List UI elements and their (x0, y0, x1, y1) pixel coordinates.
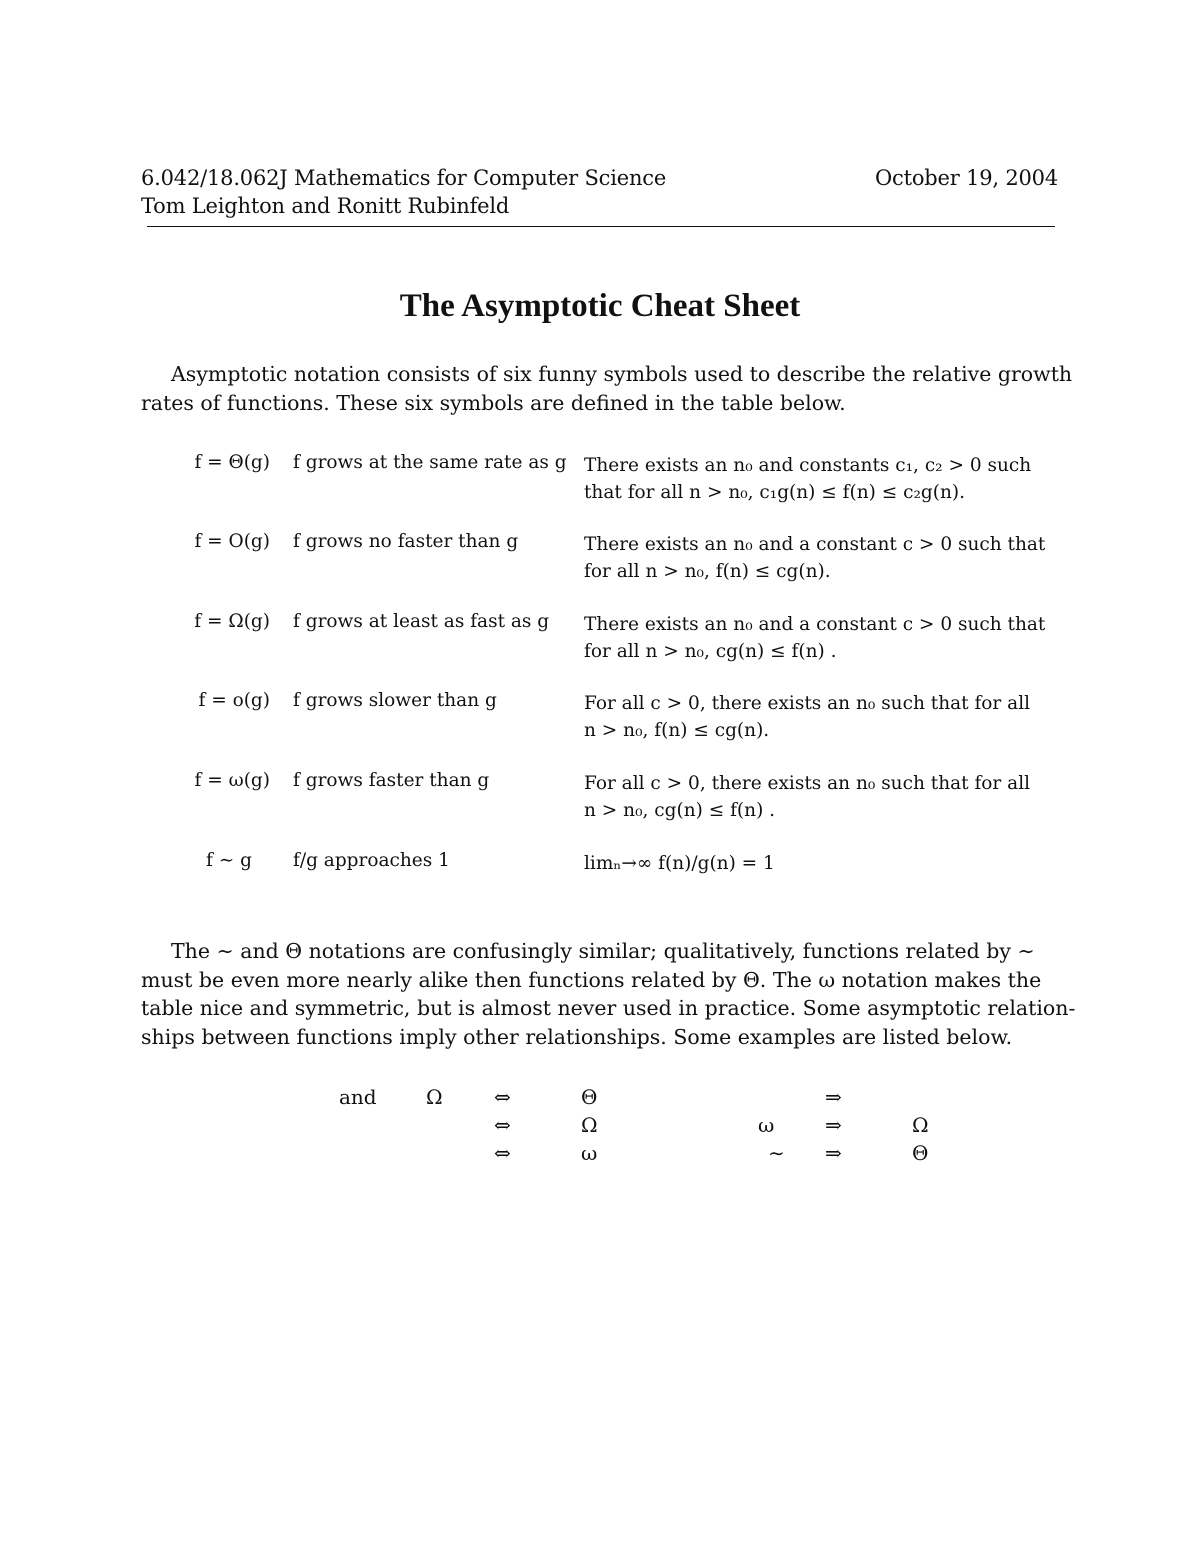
formal-line-2: for all n > n₀, f(n) ≤ cg(n). (584, 561, 831, 582)
header-rule (147, 226, 1055, 227)
relation-left-a: and (339, 1085, 377, 1109)
description: f grows slower than g (293, 690, 497, 711)
notation: f = Θ(g) (194, 452, 270, 473)
notation: f = O(g) (194, 531, 270, 552)
formal-line-1: There exists an n₀ and constants c₁, c₂ > 0 such (584, 455, 1032, 476)
relation-left-c: Θ (581, 1085, 598, 1109)
document-date: October 19, 2004 (875, 166, 1058, 190)
relation-right-a: ω (758, 1113, 775, 1137)
formal-line-2: n > n₀, cg(n) ≤ f(n) . (584, 800, 776, 821)
intro-line-1: Asymptotic notation consists of six funny symbols used to describe the relative growth (171, 362, 1073, 386)
formal-line-1: For all c > 0, there exists an n₀ such that for all (584, 693, 1031, 714)
relation-right-a: ∼ (768, 1141, 785, 1165)
relation-right-b: Θ (912, 1141, 929, 1165)
formal-line-1: limₙ→∞ f(n)/g(n) = 1 (584, 853, 775, 874)
discussion-line-2: must be even more nearly alike then functions related by Θ. The ω notation makes the (141, 967, 1042, 992)
definition-row-theta (0, 452, 1200, 512)
formal-line-2: for all n > n₀, cg(n) ≤ f(n) . (584, 641, 837, 662)
description: f grows at least as fast as g (293, 611, 550, 632)
iff-arrow: ⇔ (494, 1113, 511, 1137)
formal-definition (584, 531, 1045, 585)
course-title: 6.042/18.062J Mathematics for Computer Science (141, 166, 667, 190)
formal-definition (584, 611, 1045, 665)
iff-arrow: ⇔ (494, 1141, 511, 1165)
formal-line-2: that for all n > n₀, c₁g(n) ≤ f(n) ≤ c₂g(n). (584, 482, 965, 503)
notation: f = Ω(g) (194, 611, 270, 632)
definition-row-tilde (0, 850, 1200, 910)
formal-definition (584, 690, 1030, 744)
definition-row-little-omega (0, 770, 1200, 830)
page-title: The Asymptotic Cheat Sheet (399, 288, 801, 324)
iff-arrow: ⇔ (494, 1085, 511, 1109)
formal-line-2: n > n₀, f(n) ≤ cg(n). (584, 720, 770, 741)
discussion-line-1: The ∼ and Θ notations are confusingly similar; qualitatively, functions related by ∼ (171, 939, 1035, 963)
implies-arrow: ⇒ (825, 1085, 842, 1109)
discussion-line-3: table nice and symmetric, but is almost never used in practice. Some asymptotic relation- (141, 996, 1076, 1020)
relation-left-c: ω (581, 1141, 598, 1165)
intro-paragraph (141, 360, 1073, 417)
definition-row-omega (0, 611, 1200, 671)
implies-arrow: ⇒ (825, 1113, 842, 1137)
discussion-paragraph (141, 937, 1076, 1051)
intro-line-2: rates of functions. These six symbols are defined in the table below. (141, 390, 846, 415)
relation-left-b: Ω (426, 1085, 443, 1109)
formal-definition (584, 770, 1030, 824)
description: f grows no faster than g (293, 531, 519, 552)
relation-right-b: Ω (912, 1113, 929, 1137)
notation: f = ω(g) (194, 770, 270, 791)
notation: f ∼ g (206, 850, 252, 871)
formal-definition (584, 850, 775, 877)
formal-definition (584, 452, 1031, 506)
formal-line-1: For all c > 0, there exists an n₀ such that for all (584, 773, 1031, 794)
description: f/g approaches 1 (293, 850, 450, 871)
description: f grows faster than g (293, 770, 490, 791)
formal-line-1: There exists an n₀ and a constant c > 0 such that (584, 534, 1046, 555)
definition-row-big-o (0, 531, 1200, 591)
definition-row-little-o (0, 690, 1200, 750)
discussion-line-4: ships between functions imply other relationships. Some examples are listed below. (141, 1024, 1013, 1049)
notation: f = o(g) (198, 690, 270, 711)
description: f grows at the same rate as g (293, 452, 567, 473)
formal-line-1: There exists an n₀ and a constant c > 0 such that (584, 614, 1046, 635)
implies-arrow: ⇒ (825, 1141, 842, 1165)
relation-left-c: Ω (581, 1113, 598, 1137)
authors: Tom Leighton and Ronitt Rubinfeld (141, 194, 510, 218)
